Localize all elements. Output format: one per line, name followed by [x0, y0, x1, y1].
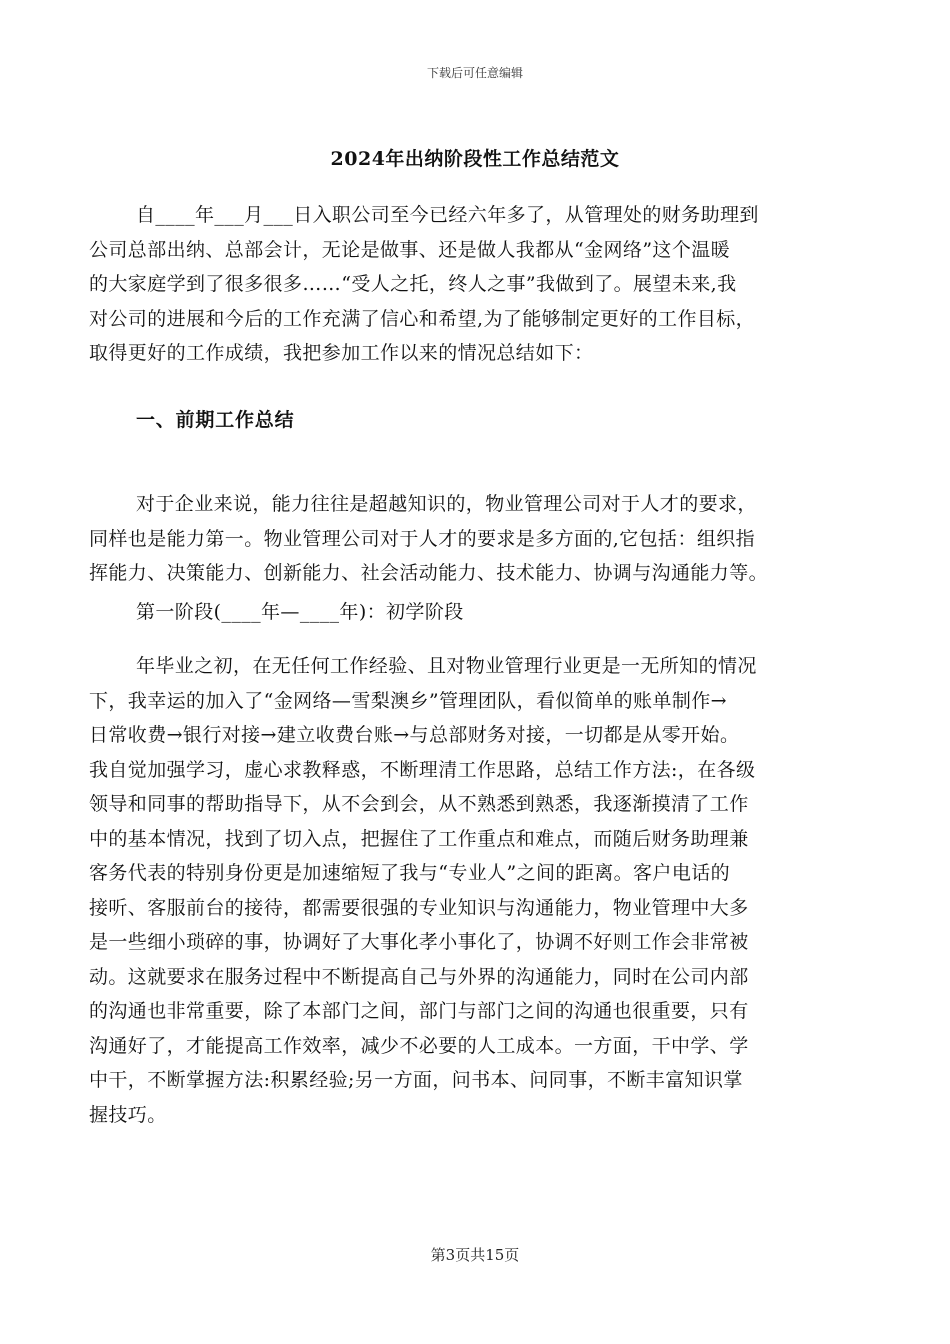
- document-title: 2024年出纳阶段性工作总结范文: [330, 148, 620, 170]
- stage1-line: 沟通好了，才能提高工作效率，减少不必要的人工成本。一方面，干中学、学: [89, 1034, 749, 1057]
- stage1-line: 接听、客服前台的接待，都需要很强的专业知识与沟通能力，物业管理中大多: [89, 896, 749, 919]
- page-header-note: 下载后可任意编辑: [426, 66, 523, 80]
- section1-line: 对于企业来说，能力往往是超越知识的，物业管理公司对于人才的要求，: [136, 493, 757, 515]
- stage-heading: 第一阶段(____年—____年)：初学阶段: [136, 601, 464, 623]
- section-heading: 一、前期工作总结: [136, 409, 295, 431]
- stage1-line: 中的基本情况，找到了切入点，把握住了工作重点和难点，而随后财务助理兼: [89, 827, 749, 850]
- section1-line: 同样也是能力第一。物业管理公司对于人才的要求是多方面的,它包括：组织指: [89, 527, 756, 550]
- stage1-line: 年毕业之初，在无任何工作经验、且对物业管理行业更是一无所知的情况: [136, 655, 757, 677]
- stage1-line: 握技巧。: [89, 1103, 167, 1126]
- stage1-line: 动。这就要求在服务过程中不断提高自己与外界的沟通能力，同时在公司内部: [89, 965, 749, 988]
- stage1-line: 是一些细小琐碎的事，协调好了大事化孝小事化了，协调不好则工作会非常被: [89, 931, 749, 953]
- stage1-line: 我自觉加强学习，虚心求教释惑，不断理清工作思路，总结工作方法:，在各级: [89, 758, 756, 781]
- section1-line: 挥能力、决策能力、创新能力、社会活动能力、技术能力、协调与沟通能力等。: [89, 562, 769, 584]
- stage1-line: 客务代表的特别身份更是加速缩短了我与“专业人”之间的距离。客户电话的: [89, 862, 731, 884]
- intro-line: 公司总部出纳、总部会计，无论是做事、还是做人我都从“金网络”这个温暖: [89, 238, 731, 261]
- intro-line: 自____年___月___日入职公司至今已经六年多了，从管理处的财务助理到: [136, 204, 759, 226]
- stage1-line: 领导和同事的帮助指导下，从不会到会，从不熟悉到熟悉，我逐渐摸清了工作: [89, 793, 749, 815]
- section1-paragraph: [89, 487, 859, 591]
- page-number: 第3页共15页: [430, 1246, 520, 1264]
- intro-paragraph: [89, 198, 859, 371]
- stage1-paragraph: [89, 649, 859, 1132]
- stage1-line: 中干，不断掌握方法:积累经验;另一方面，问书本、问同事，不断丰富知识掌: [89, 1069, 743, 1091]
- stage1-line: 的沟通也非常重要，除了本部门之间，部门与部门之间的沟通也很重要，只有: [89, 1000, 749, 1022]
- intro-line: 取得更好的工作成绩，我把参加工作以来的情况总结如下：: [89, 342, 594, 364]
- intro-line: 对公司的进展和今后的工作充满了信心和希望,为了能够制定更好的工作目标，: [89, 307, 756, 330]
- intro-line: 的大家庭学到了很多很多……“受人之托，终人之事”我做到了。展望未来,我: [89, 273, 737, 295]
- stage1-line: 下，我幸运的加入了“金网络—雪梨澳乡”管理团队，看似简单的账单制作→: [89, 689, 727, 712]
- stage1-line: 日常收费→银行对接→建立收费台账→与总部财务对接，一切都是从零开始。: [89, 724, 740, 746]
